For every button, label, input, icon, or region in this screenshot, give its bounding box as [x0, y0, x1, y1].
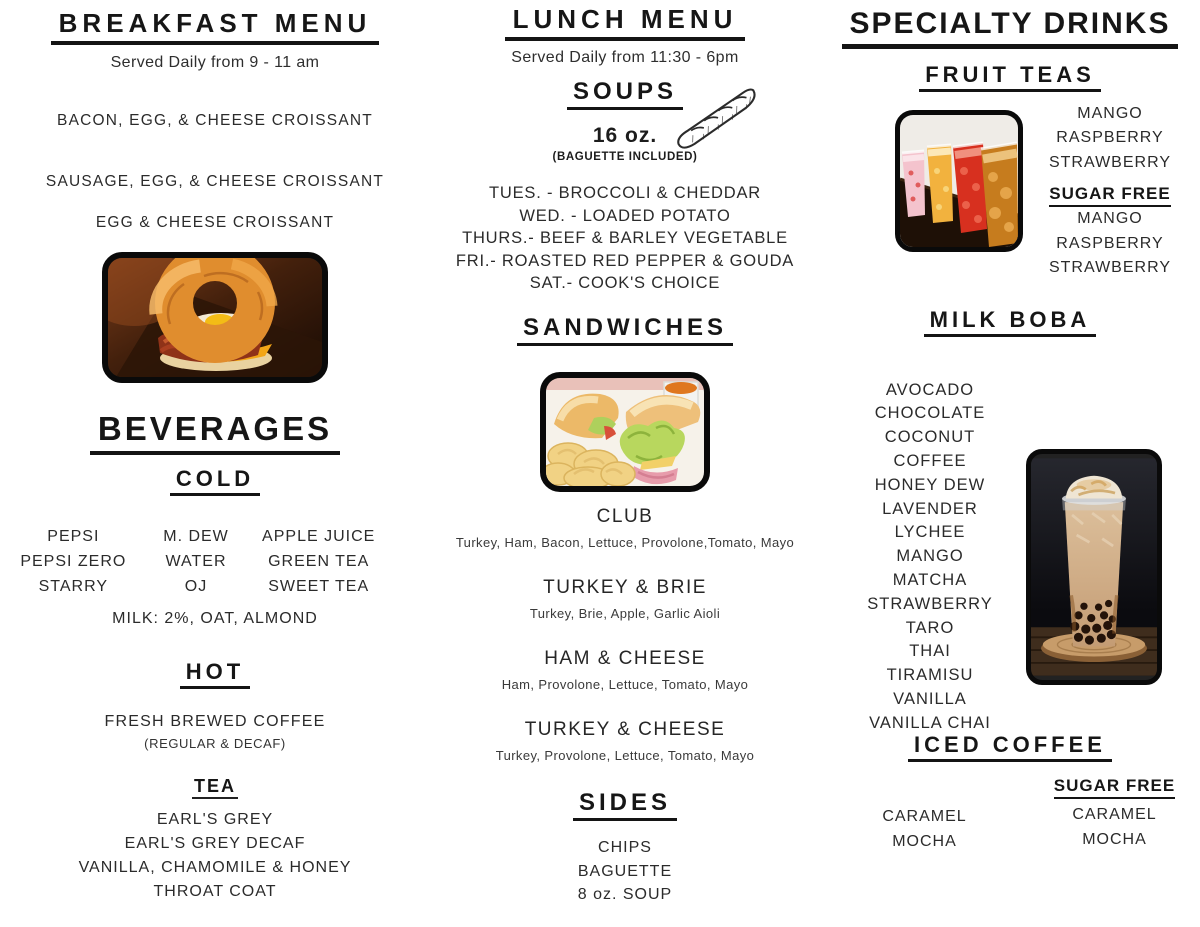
tea-item: VANILLA, CHAMOMILE & HONEY: [78, 859, 352, 877]
tea-list: [0, 808, 430, 904]
tea-item: THROAT COAT: [153, 883, 277, 901]
milk-boba-flavor: COCONUT: [884, 428, 976, 447]
beverages-heading-wrap: [0, 412, 430, 455]
fruit-tea-sugar-free-flavors: [1020, 207, 1200, 281]
specialty-column: [820, 0, 1200, 854]
breakfast-title: BREAKFAST MENU: [51, 10, 380, 45]
cold-drink: APPLE JUICE: [262, 528, 376, 546]
breakfast-item-list: [0, 112, 430, 232]
cold-drinks-col2: [135, 524, 258, 599]
side-item: CHIPS: [598, 839, 652, 857]
tea-item: EARL'S GREY: [156, 811, 274, 829]
iced-coffee-sugar-free-flavor: MOCHA: [1082, 830, 1147, 848]
milk-options-note: MILK: 2%, OAT, ALMOND: [112, 610, 318, 628]
sandwich-name: HAM & CHEESE: [544, 648, 706, 670]
cold-drink: M. DEW: [163, 528, 229, 546]
milk-boba-flavor: VANILLA: [893, 690, 967, 709]
sandwich-description: Ham, Provolone, Lettuce, Tomato, Mayo: [501, 677, 749, 693]
iced-coffee-sugar-free-list: [1029, 802, 1200, 852]
iced-coffee-sugar-free-label: SUGAR FREE: [1054, 776, 1175, 799]
fruit-teas-title: FRUIT TEAS: [919, 63, 1101, 92]
milk-boba-photo: [1026, 449, 1162, 685]
cold-drink: PEPSI ZERO: [20, 553, 127, 571]
fruit-teas-sugar-free-label: SUGAR FREE: [1049, 184, 1170, 207]
milk-boba-flavor: AVOCADO: [885, 380, 975, 399]
hot-coffee-item: FRESH BREWED COFFEE: [104, 713, 326, 731]
lunch-subtitle: Served Daily from 11:30 - 6pm: [511, 49, 739, 67]
milk-boba-flavor: MATCHA: [892, 571, 968, 590]
cold-drink: OJ: [184, 578, 208, 596]
cold-drink: SWEET TEA: [268, 578, 370, 596]
sandwich-description: Turkey, Ham, Bacon, Lettuce, Provolone,Tomato, Mayo: [455, 535, 795, 551]
hot-title: HOT: [180, 660, 250, 689]
milk-boba-flavor: CHOCOLATE: [874, 404, 986, 423]
soups-title: SOUPS: [567, 79, 683, 110]
fruit-tea-flavors: [1020, 102, 1200, 176]
milk-boba-flavor: COFFEE: [893, 452, 967, 471]
sandwich-list: [430, 506, 820, 763]
side-item: BAGUETTE: [577, 862, 673, 880]
soup-baguette-note: (BAGUETTE INCLUDED): [552, 151, 698, 164]
milk-boba-flavor: TIRAMISU: [886, 666, 974, 685]
breakfast-column: [0, 0, 430, 904]
club-sandwich-photo: [540, 372, 710, 492]
sandwich-item: [430, 719, 820, 763]
lunch-title: LUNCH MENU: [505, 6, 746, 41]
soup-days-list: [430, 182, 820, 295]
soup-day: FRI.- ROASTED RED PEPPER & GOUDA: [455, 251, 795, 270]
breakfast-header: [0, 10, 430, 72]
sandwich-name: TURKEY & CHEESE: [524, 719, 726, 741]
cold-drinks-grid: [12, 524, 380, 599]
soup-day: SAT.- COOK'S CHOICE: [529, 274, 721, 293]
lunch-header: [430, 6, 820, 67]
cold-drinks-col3: [257, 524, 380, 599]
fruit-teas-block: [820, 96, 1200, 308]
iced-coffee-title: ICED COFFEE: [908, 733, 1112, 762]
sandwich-item: [430, 648, 820, 692]
breakfast-subtitle: Served Daily from 9 - 11 am: [110, 54, 320, 72]
cold-drink: GREEN TEA: [268, 553, 370, 571]
sides-title: SIDES: [573, 790, 677, 821]
iced-coffee-columns: [820, 776, 1200, 854]
milk-boba-flavor: LAVENDER: [882, 499, 978, 518]
breakfast-item: BACON, EGG, & CHEESE CROISSANT: [57, 112, 373, 130]
side-item: 8 oz. SOUP: [577, 886, 673, 904]
sandwich-description: Turkey, Brie, Apple, Garlic Aioli: [529, 606, 721, 622]
cold-drink: STARRY: [38, 578, 109, 596]
cold-title: COLD: [170, 467, 260, 496]
croissant-sandwich-photo: [102, 252, 328, 383]
beverages-title: BEVERAGES: [90, 412, 340, 455]
cold-drink: WATER: [165, 553, 227, 571]
soup-day: THURS.- BEEF & BARLEY VEGETABLE: [462, 229, 788, 248]
tea-title: TEA: [192, 777, 238, 799]
milk-boba-flavor: LYCHEE: [894, 523, 966, 542]
fruit-teas-photo: [895, 110, 1023, 252]
fruit-tea-flavor: RASPBERRY: [1056, 129, 1164, 147]
sandwich-name: TURKEY & BRIE: [543, 577, 707, 599]
iced-coffee-sugar-free-flavor: CARAMEL: [1072, 805, 1157, 823]
soup-day: TUES. - BROCCOLI & CHEDDAR: [489, 184, 761, 203]
fruit-tea-flavor-labels: [1020, 102, 1200, 281]
cold-drink: PEPSI: [47, 528, 100, 546]
breakfast-item: SAUSAGE, EGG, & CHEESE CROISSANT: [45, 173, 385, 191]
milk-boba-flavor: TARO: [905, 618, 955, 637]
iced-coffee-flavor: CARAMEL: [882, 807, 967, 825]
lunch-column: [430, 0, 820, 907]
sandwich-item: [430, 577, 820, 621]
sandwich-item: [430, 506, 820, 550]
milk-boba-flavor: THAI: [909, 642, 951, 661]
fruit-tea-flavor: STRAWBERRY: [1048, 153, 1171, 171]
cold-drinks-col1: [12, 524, 135, 599]
iced-coffee-sugar-free-block: [1029, 776, 1200, 854]
milk-boba-flavor-list: [820, 379, 1040, 736]
breakfast-item: EGG & CHEESE CROISSANT: [95, 214, 335, 232]
milk-boba-title: MILK BOBA: [924, 308, 1097, 337]
fruit-tea-sugar-free-flavor: MANGO: [1077, 210, 1143, 228]
iced-coffee-regular-list: [820, 776, 1029, 854]
soup-day: WED. - LOADED POTATO: [519, 206, 731, 225]
milk-boba-flavor: VANILLA CHAI: [869, 713, 991, 732]
tea-item: EARL'S GREY DECAF: [124, 835, 306, 853]
soup-size: 16 oz.: [592, 124, 658, 148]
fruit-tea-flavor: MANGO: [1077, 104, 1143, 122]
milk-boba-flavor: HONEY DEW: [874, 475, 986, 494]
fruit-tea-sugar-free-flavor: STRAWBERRY: [1048, 259, 1171, 277]
sandwiches-title: SANDWICHES: [517, 315, 733, 346]
milk-boba-block: [820, 353, 1200, 732]
milk-boba-flavor: MANGO: [896, 547, 964, 566]
sandwich-description: Turkey, Provolone, Lettuce, Tomato, Mayo: [495, 748, 755, 764]
hot-coffee-note: (REGULAR & DECAF): [144, 736, 286, 752]
sandwich-name: CLUB: [596, 506, 654, 528]
milk-boba-flavor: STRAWBERRY: [867, 594, 993, 613]
specialty-title: SPECIALTY DRINKS: [842, 8, 1179, 49]
fruit-tea-sugar-free-flavor: RASPBERRY: [1056, 234, 1164, 252]
iced-coffee-flavor: MOCHA: [892, 832, 957, 850]
sides-list: [430, 836, 820, 907]
